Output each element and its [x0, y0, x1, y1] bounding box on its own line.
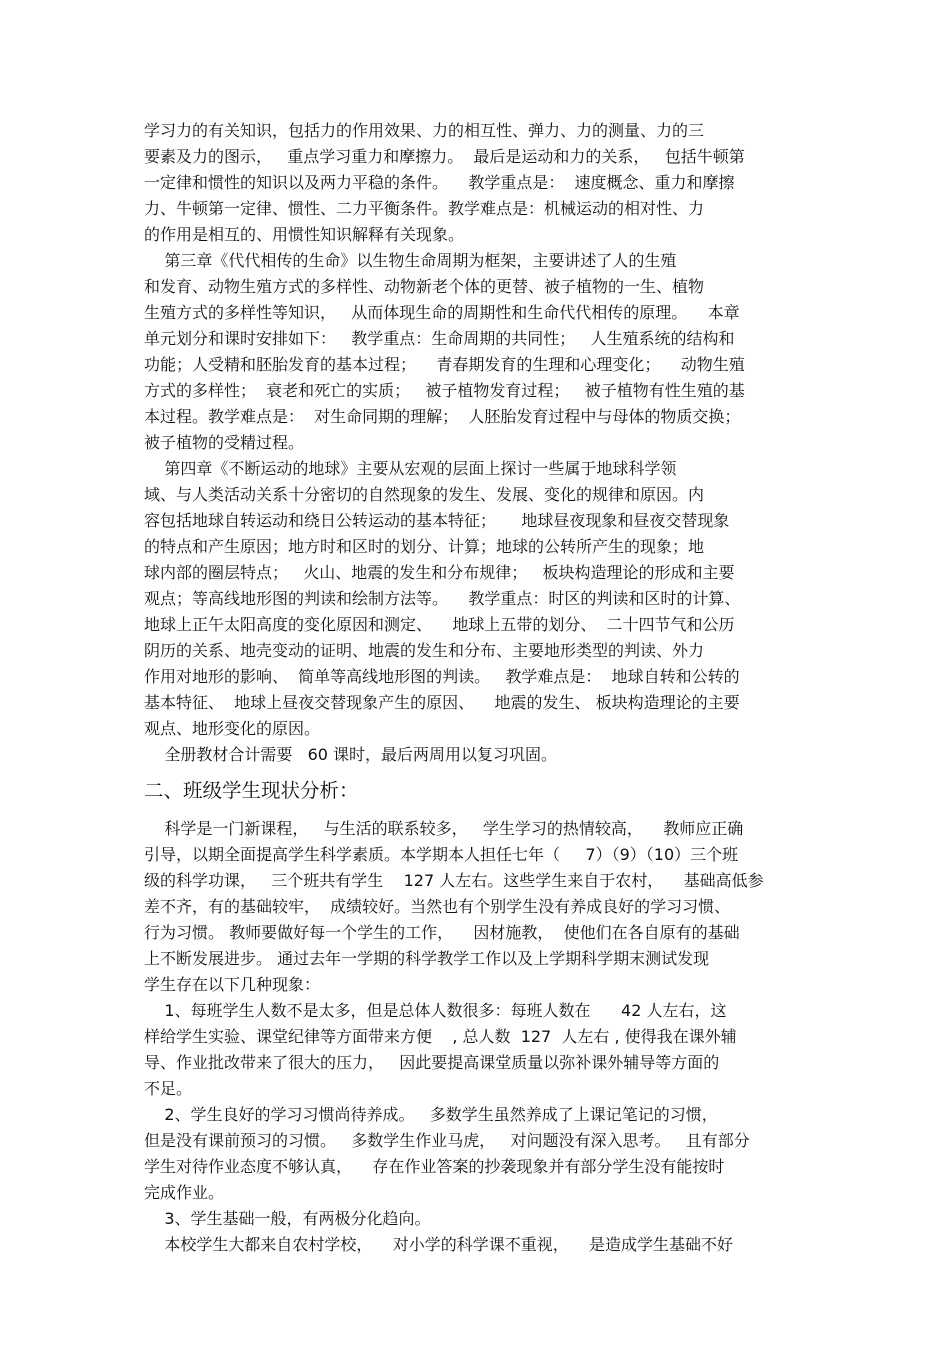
- paragraph-line: 差不齐，有的基础较牢， 成绩较好。当然也有个别学生没有养成良好的学习习惯、: [144, 897, 731, 916]
- paragraph-line: 样给学生实验、课堂纪律等方面带来方便 , 总人数 127 人左右 , 使得我在课外辅: [144, 1027, 737, 1046]
- paragraph-line: 一定律和惯性的知识以及两力平稳的条件。 教学重点是： 速度概念、重力和摩擦: [144, 173, 735, 192]
- paragraph-line: 单元划分和课时安排如下： 教学重点：生命周期的共同性； 人生殖系统的结构和: [144, 329, 735, 348]
- paragraph-line: 的作用是相互的、用惯性知识解释有关现象。: [144, 225, 465, 244]
- paragraph-line: 阴历的关系、地壳变动的证明、地震的发生和分布、主要地形类型的判读、外力: [144, 641, 705, 660]
- paragraph-line: 方式的多样性； 衰老和死亡的实质； 被子植物发育过程； 被子植物有性生殖的基: [144, 381, 745, 400]
- document-body: [144, 118, 810, 1258]
- paragraph-line: 第三章《代代相传的生命》以生物生命周期为框架，主要讲述了人的生殖: [144, 251, 677, 270]
- paragraph-line: 观点；等高线地形图的判读和绘制方法等。 教学重点：时区的判读和区时的计算、: [144, 589, 741, 608]
- paragraph-line: 全册教材合计需要 60 课时，最后两周用以复习巩固。: [144, 745, 558, 764]
- paragraph-line: 作用对地形的影响、 简单等高线地形图的判读。 教学难点是： 地球自转和公转的: [144, 667, 740, 686]
- paragraph-line: 1、每班学生人数不是太多，但是总体人数很多：每班人数在 42 人左右，这: [144, 1001, 727, 1020]
- paragraph-line: 本校学生大都来自农村学校， 对小学的科学课不重视， 是造成学生基础不好: [144, 1235, 734, 1254]
- paragraph-line: 第四章《不断运动的地球》主要从宏观的层面上探讨一些属于地球科学领: [144, 459, 677, 478]
- paragraph-line: 域、与人类活动关系十分密切的自然现象的发生、发展、变化的规律和原因。内: [144, 485, 705, 504]
- paragraph-line: 学习力的有关知识，包括力的作用效果、力的相互性、弹力、力的测量、力的三: [144, 121, 705, 140]
- paragraph-line: 3、学生基础一般，有两极分化趋向。: [144, 1209, 431, 1228]
- paragraph-line: 生殖方式的多样性等知识， 从而体现生命的周期性和生命代代相传的原理。 本章: [144, 303, 740, 322]
- paragraph-line: 功能；人受精和胚胎发育的基本过程； 青春期发育的生理和心理变化； 动物生殖: [144, 355, 745, 374]
- paragraph-line: 行为习惯。 教师要做好每一个学生的工作， 因材施教， 使他们在各自原有的基础: [144, 923, 740, 942]
- paragraph-line: 地球上正午太阳高度的变化原因和测定、 地球上五带的划分、 二十四节气和公历: [144, 615, 735, 634]
- section-chapter-overview: [144, 118, 810, 768]
- paragraph-line: 和发育、动物生殖方式的多样性、动物新老个体的更替、被子植物的一生、植物: [144, 277, 705, 296]
- paragraph-line: 观点、地形变化的原因。: [144, 719, 321, 738]
- section-student-analysis: [144, 816, 810, 1258]
- paragraph-line: 2、学生良好的学习习惯尚待养成。 多数学生虽然养成了上课记笔记的习惯，: [144, 1105, 718, 1124]
- paragraph-line: 不足。: [144, 1079, 193, 1098]
- paragraph-line: 完成作业。: [144, 1183, 225, 1202]
- paragraph-line: 本过程。教学难点是： 对生命同期的理解； 人胚胎发育过程中与母体的物质交换；: [144, 407, 741, 426]
- paragraph-line: 科学是一门新课程， 与生活的联系较多， 学生学习的热情较高， 教师应正确: [144, 819, 744, 838]
- paragraph-line: 引导，以期全面提高学生科学素质。本学期本人担任七年（ 7）（9）（10）三个班: [144, 845, 739, 864]
- section-heading: 二、班级学生现状分析：: [144, 779, 359, 802]
- paragraph-line: 级的科学功课， 三个班共有学生 127 人左右。这些学生来自于农村， 基础高低参: [144, 871, 764, 890]
- paragraph-line: 学生存在以下几种现象：: [144, 975, 321, 994]
- paragraph-line: 学生对待作业态度不够认真， 存在作业答案的抄袭现象并有部分学生没有能按时: [144, 1157, 725, 1176]
- paragraph-line: 导、作业批改带来了很大的压力， 因此要提高课堂质量以弥补课外辅导等方面的: [144, 1053, 720, 1072]
- paragraph-line: 被子植物的受精过程。: [144, 433, 305, 452]
- paragraph-line: 上不断发展进步。 通过去年一学期的科学教学工作以及上学期科学期末测试发现: [144, 949, 710, 968]
- paragraph-line: 力、牛顿第一定律、惯性、二力平衡条件。教学难点是：机械运动的相对性、力: [144, 199, 705, 218]
- paragraph-line: 基本特征、 地球上昼夜交替现象产生的原因、 地震的发生、 板块构造理论的主要: [144, 693, 740, 712]
- paragraph-line: 但是没有课前预习的习惯。 多数学生作业马虎， 对问题没有深入思考。 且有部分: [144, 1131, 750, 1150]
- paragraph-line: 要素及力的图示， 重点学习重力和摩擦力。 最后是运动和力的关系， 包括牛顿第: [144, 147, 745, 166]
- paragraph-line: 的特点和产生原因；地方时和区时的划分、计算；地球的公转所产生的现象；地: [144, 537, 705, 556]
- paragraph-line: 球内部的圈层特点； 火山、地震的发生和分布规律； 板块构造理论的形成和主要: [144, 563, 735, 582]
- paragraph-line: 容包括地球自转运动和绕日公转运动的基本特征； 地球昼夜现象和昼夜交替现象: [144, 511, 730, 530]
